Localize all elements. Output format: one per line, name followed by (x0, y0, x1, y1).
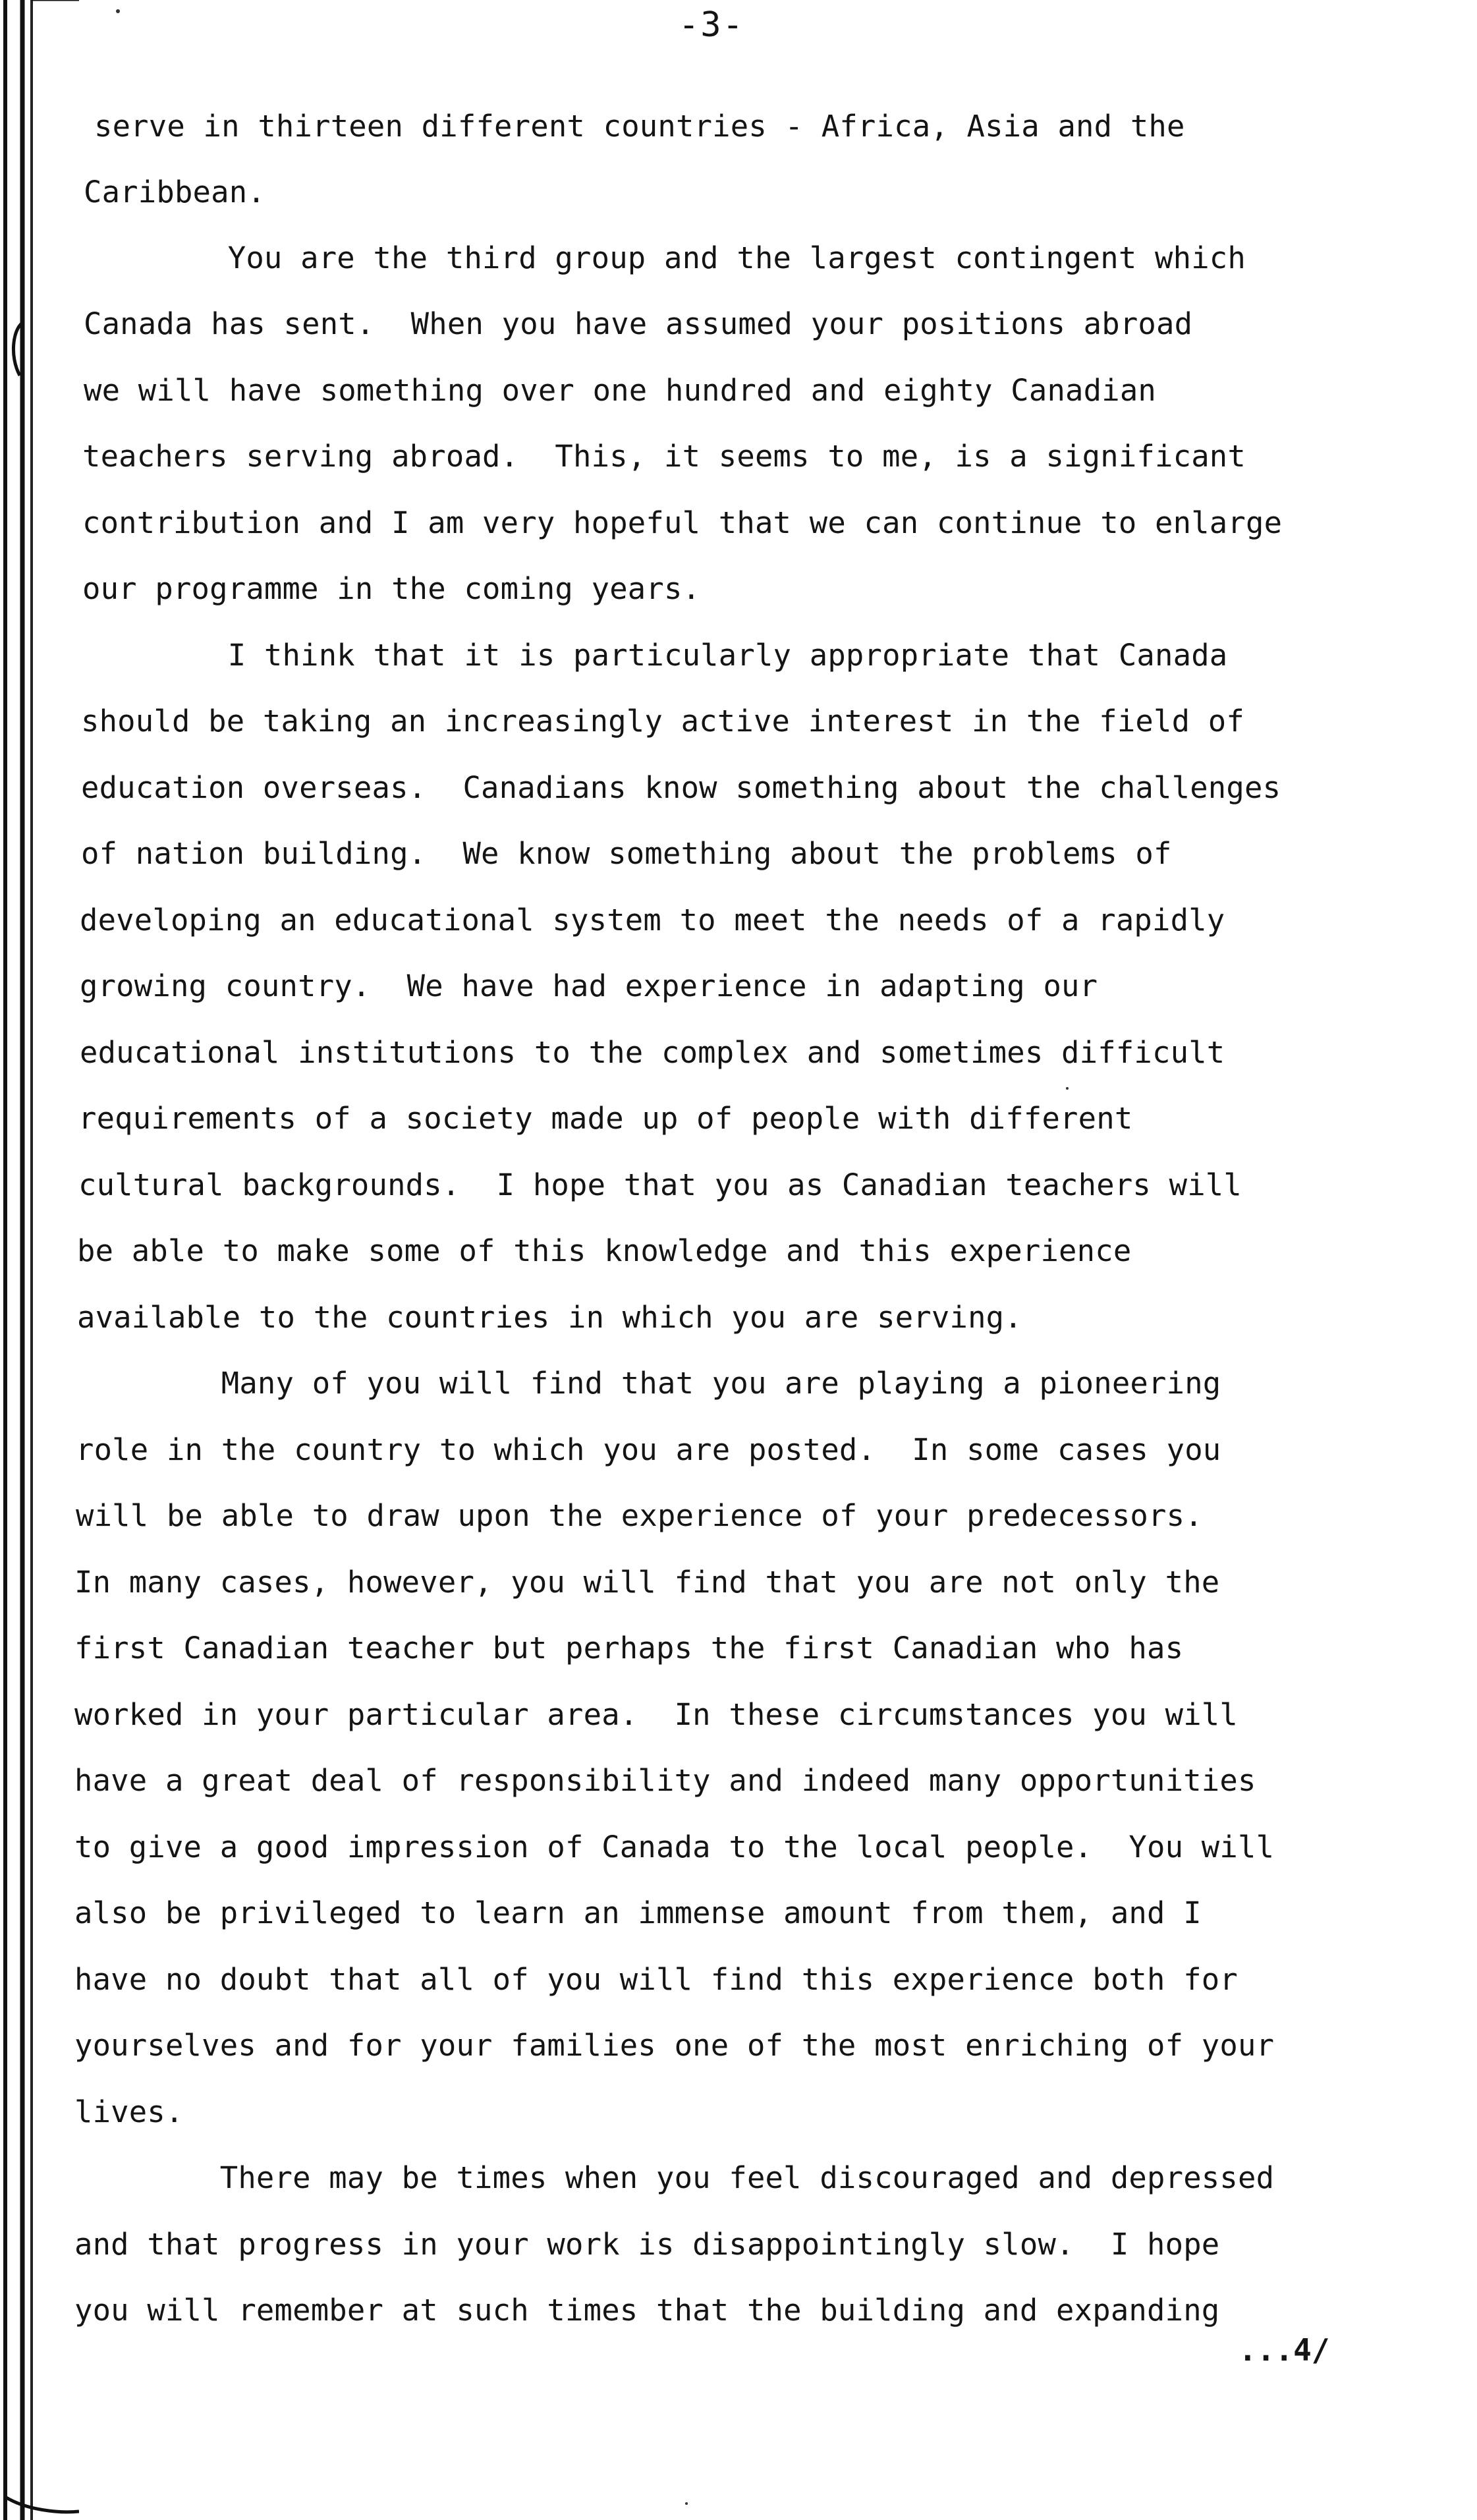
text-line: You are the third group and the largest contingent which (82, 240, 1246, 275)
text-line: teachers serving abroad. This, it seems to me, is a significant (82, 439, 1246, 474)
binding-edge (0, 0, 79, 2520)
text-line: developing an educational system to meet the needs of a rapidly (80, 903, 1225, 938)
text-line: growing country. We have had experience in adapting our (80, 968, 1098, 1003)
text-line: Canada has sent. When you have assumed your positions abroad (84, 306, 1193, 341)
text-line: education overseas. Canadians know something about the challenges (81, 770, 1281, 805)
text-line: and that progress in your work is disappointingly slow. I hope (74, 2227, 1220, 2262)
text-line: role in the country to which you are posted. In some cases you (76, 1432, 1221, 1467)
text-line: requirements of a society made up of people with different (78, 1101, 1133, 1136)
text-line: to give a good impression of Canada to the local people. You will (74, 1830, 1275, 1864)
text-line: be able to make some of this knowledge and this experience (77, 1233, 1132, 1268)
text-line: Many of you will find that you are playing a pioneering (76, 1366, 1221, 1401)
text-line: There may be times when you feel discouraged and depressed (74, 2160, 1275, 2195)
dust-speck (116, 9, 120, 13)
text-line: have a great deal of responsibility and indeed many opportunities (74, 1763, 1256, 1798)
text-line: I think that it is particularly appropriate that Canada (82, 638, 1228, 673)
text-line: cultural backgrounds. I hope that you as Canadian teachers will (78, 1167, 1242, 1202)
text-line: serve in thirteen different countries - Africa, Asia and the (94, 109, 1185, 144)
continuation-marker: ...4/ (1239, 2332, 1330, 2368)
text-line: we will have something over one hundred and eighty Canadian (84, 373, 1157, 408)
text-line: contribution and I am very hopeful that we can continue to enlarge (82, 505, 1283, 540)
text-line: should be taking an increasingly active interest in the field of (81, 704, 1244, 739)
text-line: our programme in the coming years. (82, 571, 701, 606)
text-line: Caribbean. (84, 175, 265, 210)
text-line: have no doubt that all of you will find this experience both for (74, 1962, 1238, 1997)
text-line: yourselves and for your families one of the most enriching of your (74, 2028, 1275, 2063)
text-line: of nation building. We know something about the problems of (81, 836, 1172, 871)
text-line: educational institutions to the complex and sometimes difficult (80, 1035, 1225, 1070)
text-line: worked in your particular area. In these circumstances you will (74, 1697, 1238, 1732)
dust-speck (685, 2502, 688, 2505)
text-line: lives. (74, 2094, 184, 2129)
text-line: In many cases, however, you will find that you are not only the (74, 1565, 1220, 1600)
page-number: -3- (679, 5, 744, 45)
text-line: also be privileged to learn an immense amount from them, and I (74, 1895, 1202, 1930)
text-line: will be able to draw upon the experience of your predecessors. (76, 1498, 1203, 1533)
text-line: first Canadian teacher but perhaps the first Canadian who has (74, 1631, 1184, 1666)
text-line: available to the countries in which you are serving. (77, 1300, 1022, 1335)
dust-speck (1066, 1087, 1069, 1090)
text-line: you will remember at such times that the building and expanding (74, 2293, 1220, 2328)
